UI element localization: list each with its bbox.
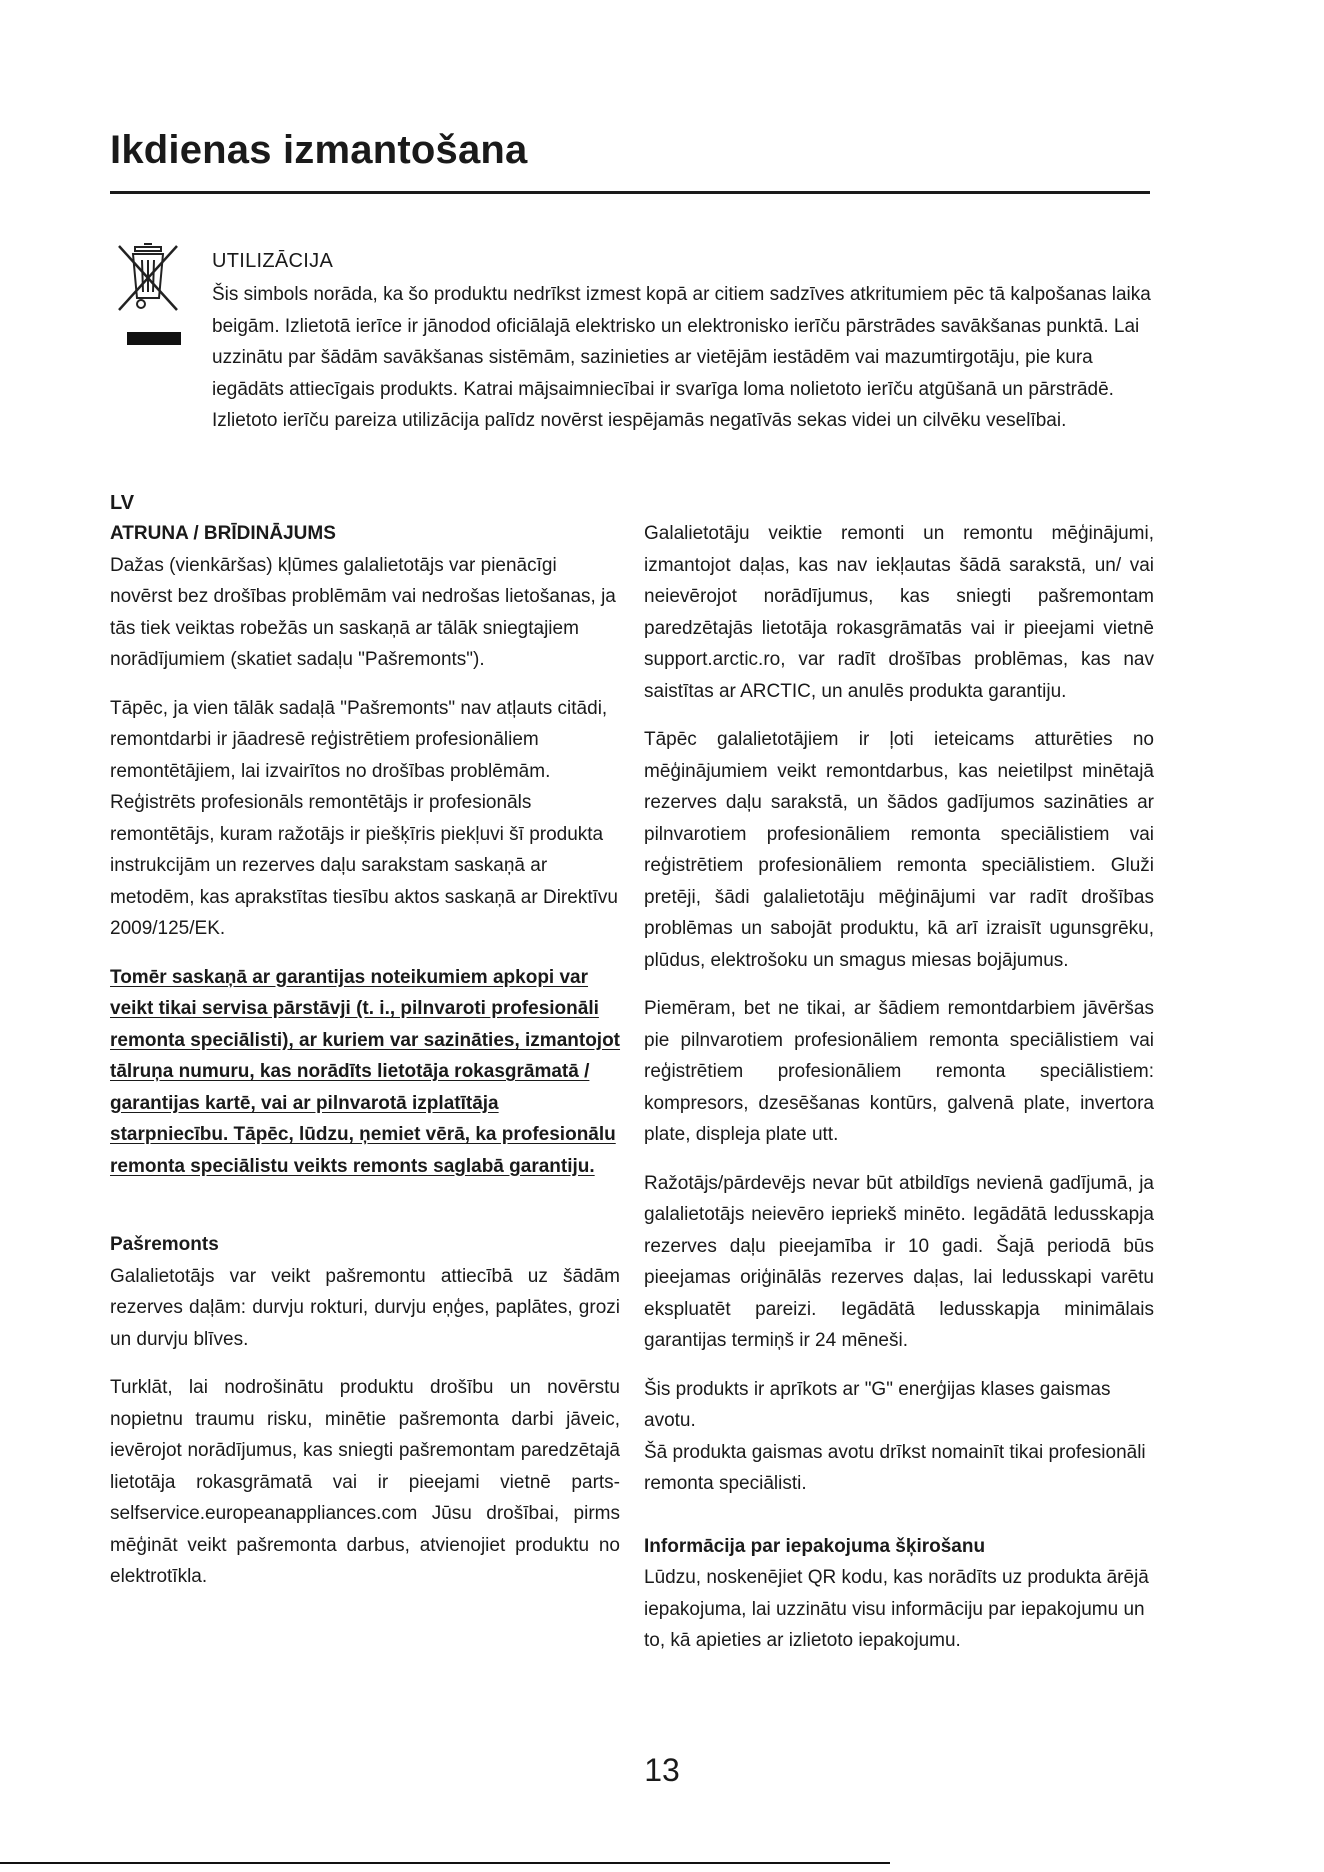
repair-attempts-paragraph: Galalietotāju veiktie remonti un remontu mēģinājumi, izmantojot daļas, kas nav iekļautas šādā sarakstā, un/ vai neievērojot norādījumus, kas sniegti pašremontam paredzētajās lietotāja rokasgrāmatās vai ir pieejami vietnē support.arctic.ro, var radīt drošības problēmas, kas nav saistītas ar ARCTIC, un anulēs produkta garantiju. [644,523,1154,702]
disposal-section [212,250,1152,437]
disclaimer-heading: ATRUNA / BRĪDINĀJUMS [110,523,336,544]
disposal-text: Šis simbols norāda, ka šo produktu nedrīkst izmest kopā ar citiem sadzīves atkritumiem pēc tā kalpošanas laika beigām. Izlietotā ierīce ir jānodod oficiālajā elektrisko un elektronisko ierīču pārstrādes savākšanas punktā. Lai uzzinātu par šādām savākšanas sistēmām, sazinieties ar vietējām iestādēm vai mazumtirgotāju, pie kura iegādāts attiecīgais produkts. Katrai mājsaimniecībai ir svarīga loma nolietoto ierīču atgūšanā un pārstrādē. Izlietoto ierīču pareiza utilizācija palīdz novērst iespējamās negatīvās sekas videi un cilvēku veselībai. [212,284,1151,431]
left-column [110,518,620,1610]
liability-paragraph: Ražotājs/pārdevējs nevar būt atbildīgs nevienā gadījumā, ja galalietotājs neievēro iepriekš minēto. Iegādātā ledusskapja rezerves daļu pieejamība ir 10 gadi. Šajā periodā būs pieejamas oriģinālās rezerves daļas, lai ledusskapi varētu ekspluatēt pareizi. Iegādātā ledusskapja minimālais garantijas termiņš ir 24 mēneši. [644,1172,1154,1351]
self-repair-paragraph-2: Turklāt, lai nodrošinātu produktu drošību un novērstu nopietnu traumu risku, minētie pašremonta darbi jāveic, ievērojot norādījumus, kas sniegti pašremontam paredzētajā lietotāja rokasgrāmatā vai ir pieejami vietnē parts-selfservice.europeanappliances.com Jūsu drošībai, pirms mēģināt veikt pašremonta darbus, atvienojiet produktu no elektrotīkla. [110,1377,620,1587]
page-number: 13 [644,1752,680,1788]
section-spacer [644,1517,1154,1531]
crossed-out-wheeled-bin-icon [115,242,181,314]
right-column [644,518,1154,1674]
self-repair-heading: Pašremonts [110,1234,219,1255]
recommendation-paragraph: Tāpēc galalietotājiem ir ļoti ieteicams atturēties no mēģinājumiem veikt remontdarbus, kas neietilpst minētajā rezerves daļu sarakstā, un šādos gadījumos sazināties ar pilnvarotiem profesionāliem remonta speciālistiem vai reģistrētiem profesionāliem remonta speciālistiem. Gluži pretēji, šādi galalietotāju mēģinājumi var radīt drošības problēmas un sabojāt produktu, kā arī izraisīt ugunsgrēku, plūdus, elektrošoku un smagus miesas bojājumus. [644,729,1154,971]
packaging-paragraph: Lūdzu, noskenējiet QR kodu, kas norādīts uz produkta ārējā iepakojuma, lai uzzinātu visu informāciju par iepakojumu un to, kā apieties ar izlietoto iepakojumu. [644,1567,1149,1651]
disposal-heading: UTILIZĀCIJA [212,250,334,272]
warranty-note: Tomēr saskaņā ar garantijas noteikumiem apkopi var veikt tikai servisa pārstāvji (t. i., pilnvaroti profesionāli remonta speciālisti), ar kuriem var sazināties, izmantojot tālruņa numuru, kas norādīts lietotāja rokasgrāmatā / garantijas kartē, vai ar pilnvarotā izplatītāja starpniecību. Tāpēc, lūdzu, ņemiet vērā, ka profesionālu remonta speciālistu veikts remonts saglabā garantiju. [110,966,621,1177]
section-spacer [110,1199,620,1229]
light-source-replacement: Šā produkta gaismas avotu drīkst nomainīt tikai profesionāli remonta speciālisti. [644,1441,1146,1494]
self-repair-paragraph-1: Galalietotājs var veikt pašremontu attiecībā uz šādām rezerves daļām: durvju rokturi, durvju eņģes, paplātes, grozi un durvju blīves. [110,1265,620,1350]
light-source-class: Šis produkts ir aprīkots ar "G" enerģijas klases gaismas avotu. [644,1378,1111,1431]
title-divider [110,191,1150,194]
packaging-heading: Informācija par iepakojuma šķirošanu [644,1535,986,1557]
disclaimer-paragraph-1: Dažas (vienkāršas) kļūmes galalietotājs var pienācīgi novērst bez drošības problēmām vai nedrošas lietošanas, ja tās tiek veiktas robežās un saskaņā ar tālāk sniegtajiem norādījumiem (skatiet sadaļu "Pašremonts"). [110,554,616,670]
page-title: Ikdienas izmantošana [110,128,528,172]
weee-solid-bar [127,332,181,345]
examples-paragraph: Piemēram, bet ne tikai, ar šādiem remontdarbiem jāvēršas pie pilnvarotiem profesionāliem remonta speciālistiem vai reģistrētiem profesionāliem remonta speciālistiem: kompresors, dzesēšanas kontūrs, galvenā plate, invertora plate, displeja plate utt. [644,998,1154,1145]
language-code: LV [110,492,135,514]
disclaimer-paragraph-2: Tāpēc, ja vien tālāk sadaļā "Pašremonts" nav atļauts citādi, remontdarbi ir jāadresē reģistrētiem profesionāliem remontētājiem, lai izvairītos no drošības problēmām. Reģistrēts profesionāls remontētājs ir profesionāls remontētājs, kuram ražotājs ir piešķīris piekļuvi šī produkta instrukcijām un rezerves daļu sarakstam saskaņā ar metodēm, kas aprakstītas tiesību aktos saskaņā ar Direktīvu 2009/125/EK. [110,697,618,939]
footer-line [0,1862,890,1864]
